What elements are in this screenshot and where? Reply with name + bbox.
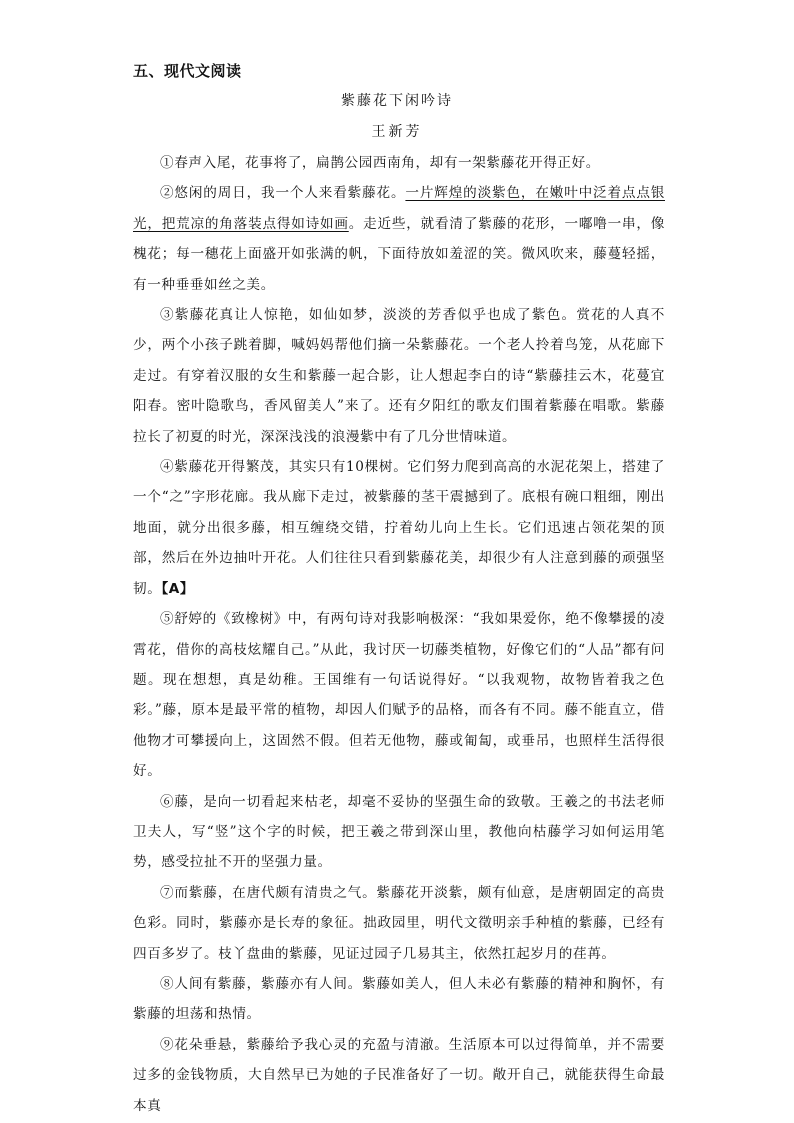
- paragraph-6: ⑥藤，是向一切看起来枯老，却毫不妥协的坚强生命的致敬。王羲之的书法老师卫夫人，写“竖”这个字的时候，把王羲之带到深山里，教他向枯藤学习如何运用笔势，感受拉扯不开的坚强力量。: [133, 793, 665, 871]
- underlined-sentence: 一片辉煌的淡紫色，在嫩叶中泛着点点银光，把荒凉的角落装点得如诗如画: [133, 185, 665, 232]
- paragraph-2-rest: 。走近些，就看清了紫藤的花形，一嘟噜一串，像槐花；每一穗花上面盛开如张满的帆，下面待放如羞涩的笑。微风吹来，藤蔓轻摇，有一种垂垂如丝之美。: [133, 215, 665, 293]
- paragraph-3: ③紫藤花真让人惊艳，如仙如梦，淡淡的芳香似乎也成了紫色。赏花的人真不少，两个小孩子跳着脚，喊妈妈帮他们摘一朵紫藤花。一个老人拎着鸟笼，从花廊下走过。有穿着汉服的女生和紫藤一起合影，让人想起李白的诗“紫藤挂云木，花蔓宜阳春。密叶隐歌鸟，香风留美人”来了。还有夕阳红的歌友们围着紫藤在唱歌。紫藤拉长了初夏的时光，深深浅浅的浪漫紫中有了几分世情味道。: [133, 307, 665, 445]
- paragraph-2: [133, 178, 665, 300]
- article-body: [133, 148, 665, 1121]
- paragraph-4-text: ④紫藤花开得繁茂，其实只有10棵树。它们努力爬到高高的水泥花架上，搭建了一个“之”字形花廊。我从廊下走过，被紫藤的茎干震撼到了。底根有碗口粗细，刚出地面，就分出很多藤，相互缠绕交错，拧着幼儿向上生长。它们迅速占领花架的顶部，然后在外边抽叶开花。人们往往只看到紫藤花美，却很少有人注意到藤的顽强坚韧。: [133, 459, 665, 597]
- paragraph-8: ⑧人间有紫藤，紫藤亦有人间。紫藤如美人，但人未必有紫藤的精神和胸怀，有紫藤的坦荡和热情。: [133, 975, 665, 1023]
- paragraph-1: ①春声入尾，花事将了，扁鹊公园西南角，却有一架紫藤花开得正好。: [160, 155, 601, 171]
- article-title: 紫藤花下闲吟诗: [341, 93, 453, 109]
- paragraph-2-lead: ②悠闲的周日，我一个人来看紫藤花。: [160, 185, 406, 202]
- paragraph-5: ⑤舒婷的《致橡树》中，有两句诗对我影响极深：“我如果爱你，绝不像攀援的凌霄花，借你的高枝炫耀自己。”从此，我讨厌一切藤类植物，好像它们的“人品”都有问题。现在想想，真是幼稚。王国维有一句话说得好。“以我观物，故物皆着我之色彩。”藤，原本是最平常的植物，却因人们赋予的品格，而各有不同。藤不能直立，借他物才可攀援向上，这固然不假。但若无他物，藤或匍匐，或垂吊，也照样生活得很好。: [133, 611, 665, 780]
- article-author: 王新芳: [371, 124, 423, 140]
- paragraph-9: ⑨花朵垂悬，紫藤给予我心灵的充盈与清澈。生活原本可以过得简单，并不需要过多的金钱物质，大自然早已为她的子民准备好了一切。敞开自己，就能获得生命最本真: [133, 1036, 665, 1114]
- blank-marker-a: 【A】: [161, 580, 195, 597]
- section-heading: 五、现代文阅读: [133, 62, 242, 80]
- paragraph-4: [133, 452, 665, 604]
- paragraph-7: ⑦而紫藤，在唐代颇有清贵之气。紫藤花开淡紫，颇有仙意，是唐朝固定的高贵色彩。同时，紫藤亦是长寿的象征。拙政园里，明代文徵明亲手种植的紫藤，已经有四百多岁了。枝丫盘曲的紫藤，见证过园子几易其主，依然扛起岁月的荏苒。: [133, 884, 665, 962]
